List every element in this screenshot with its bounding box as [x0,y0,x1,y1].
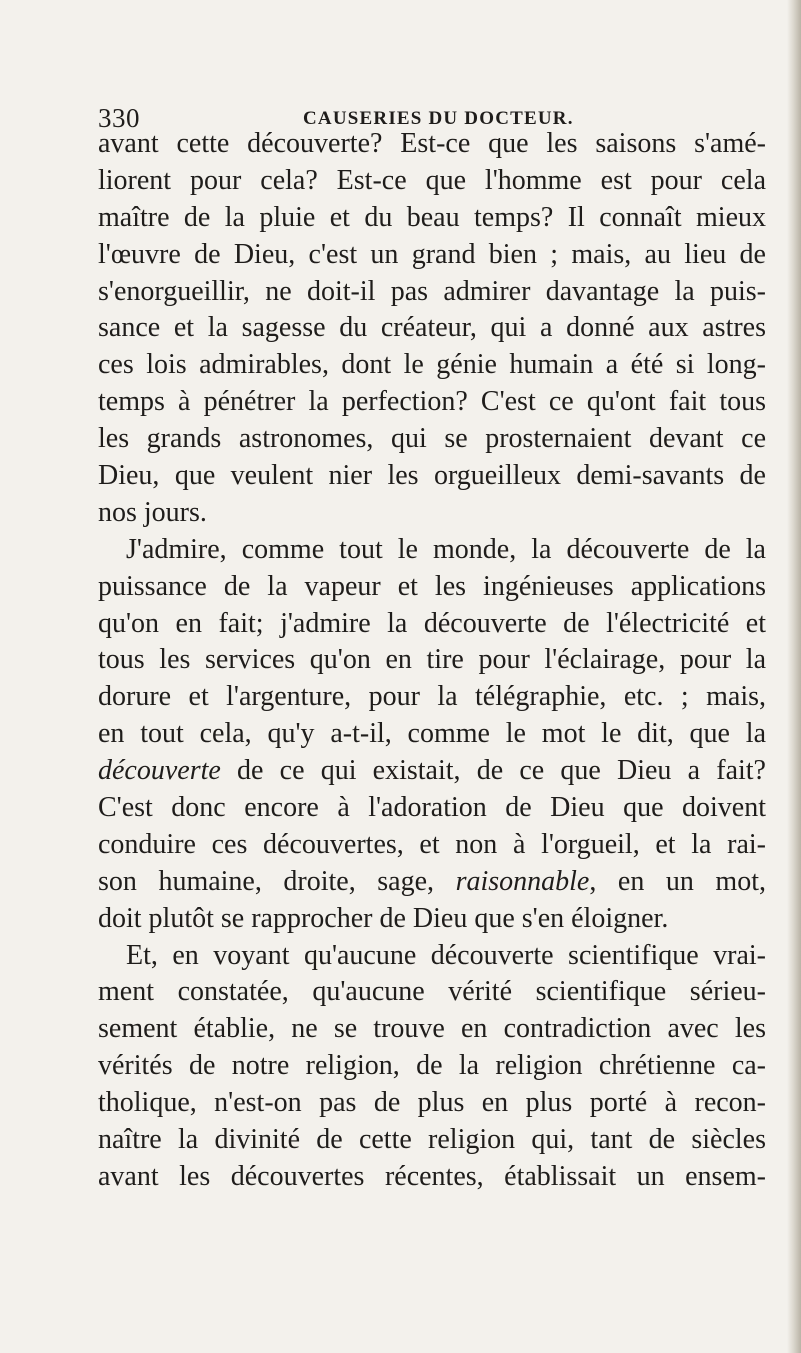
paragraph-end-line: doit plutôt se rapprocher de Dieu que s'en éloigner. [98,902,669,934]
text-line: ment constatée, qu'aucune vérité scientifique sérieu- [98,976,766,1008]
text-line: maître de la pluie et du beau temps? Il connaît mieux [98,201,766,233]
page-number: 330 [98,103,140,133]
text-line: sance et la sagesse du créateur, qui a donné aux astres [98,312,766,344]
text-line: liorent pour cela? Est-ce que l'homme est pour cela [98,164,766,196]
italic-word: raisonnable [455,865,590,897]
text-line: s'enorgueillir, ne doit-il pas admirer davantage la puis- [98,275,766,307]
text-line-italic [98,753,766,790]
text-line: conduire ces découvertes, et non à l'orgueil, et la rai- [98,828,766,860]
italic-word: découverte [98,755,221,787]
text-line: dorure et l'argenture, pour la télégraphie, etc. ; mais, [98,681,766,713]
text-line: tholique, n'est-on pas de plus en plus porté à recon- [98,1087,766,1119]
text-line: qu'on en fait; j'admire la découverte de l'électricité et [98,607,766,639]
text-line: avant les découvertes récentes, établissait un ensem- [98,1160,766,1192]
paragraph-first-line: Et, en voyant qu'aucune découverte scientifique vrai- [126,939,766,971]
text-line: C'est donc encore à l'adoration de Dieu que doivent [98,792,766,824]
text-line: vérités de notre religion, de la religion chrétienne ca- [98,1050,766,1082]
text-line: avant cette découverte? Est-ce que les saisons s'amé- [98,128,766,159]
running-title: CAUSERIES DU DOCTEUR. [303,108,574,129]
text-line: naître la divinité de cette religion qui, tant de siècles [98,1124,766,1156]
text-segment: de ce qui existait, de ce que Dieu a fait? [220,755,766,787]
body-text [98,126,766,1196]
text-line: temps à pénétrer la perfection? C'est ce qu'ont fait tous [98,386,766,418]
text-line: sement établie, ne se trouve en contradiction avec les [98,1013,766,1045]
text-line: Dieu, que veulent nier les orgueilleux demi-savants de [98,460,766,492]
text-line: tous les services qu'on en tire pour l'éclairage, pour la [98,644,766,676]
paragraph-end-line: nos jours. [98,496,207,528]
text-line: puissance de la vapeur et les ingénieuses applications [98,570,766,602]
text-line: ces lois admirables, dont le génie humain a été si long- [98,349,766,381]
text-segment: , en un mot, [589,865,766,897]
text-segment: son humaine, droite, sage, [98,865,456,897]
text-line: les grands astronomes, qui se prosternaient devant ce [98,423,766,455]
paragraph-first-line: J'admire, comme tout le monde, la découverte de la [126,533,766,565]
text-line: l'œuvre de Dieu, c'est un grand bien ; mais, au lieu de [98,238,766,270]
text-line-italic [98,864,766,901]
text-line: en tout cela, qu'y a-t-il, comme le mot le dit, que la [98,718,766,750]
page-edge-shadow [787,0,801,1353]
